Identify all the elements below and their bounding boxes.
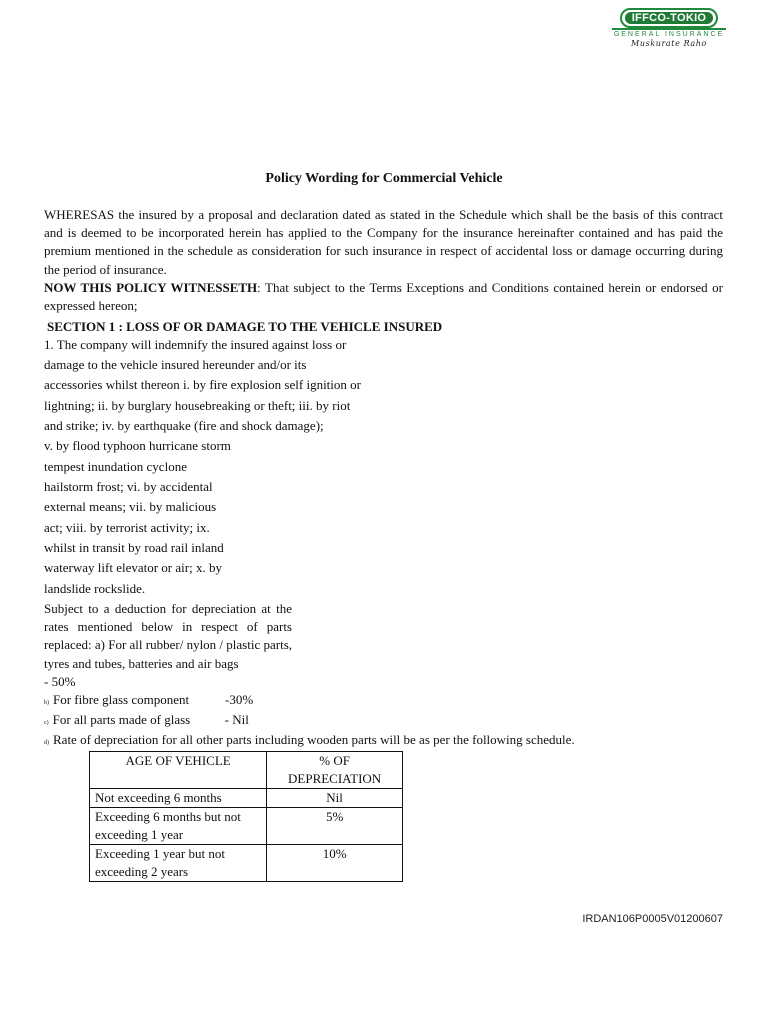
section-line: landslide rockslide. — [44, 581, 146, 596]
section-line: v. by flood typhoon hurricane storm — [44, 438, 231, 453]
intro-paragraph: WHERESAS the insured by a proposal and declaration dated as stated in the Schedule which shall be the basis of this contract and is deemed to be incorporated herein has applied to the Company for the insurance hereinafter contained and has paid the premium mentioned in the schedule as consideration for such insurance in respect of accidental loss or damage occurring during the period of insurance. — [44, 207, 723, 277]
section-heading: SECTION 1 : LOSS OF OR DAMAGE TO THE VEHICLE INSURED — [47, 319, 443, 334]
depreciation-a-rate: - 50% — [44, 674, 76, 689]
depreciation-item — [44, 711, 249, 732]
section-line: damage to the vehicle insured hereunder and/or its — [44, 357, 307, 372]
table-row — [90, 789, 403, 808]
item-text: For all parts made of glass — [52, 712, 191, 727]
section-line: 1. The company will indemnify the insured against loss or — [44, 337, 347, 352]
section-line: hailstorm frost; vi. by accidental — [44, 479, 213, 494]
table-row — [90, 845, 403, 882]
table-cell: Exceeding 1 year but not exceeding 2 years — [90, 845, 267, 882]
logo-name: IFFCO-TOKIO — [625, 12, 713, 24]
table-cell: Not exceeding 6 months — [90, 789, 267, 808]
depreciation-intro: Subject to a deduction for depreciation at the rates mentioned below in respect of parts replaced: a) For all rubber/ nylon / plastic parts, tyres and tubes, batteries and air bags — [44, 601, 293, 671]
table-header: AGE OF VEHICLE — [90, 752, 267, 789]
section-line: tempest inundation cyclone — [44, 459, 187, 474]
logo-tagline: Muskurate Raho — [631, 39, 707, 48]
item-text: Rate of depreciation for all other parts including wooden parts will be as per the following schedule. — [53, 732, 575, 747]
item-marker: c) — [44, 720, 49, 726]
item-rate: - Nil — [224, 712, 249, 727]
table-cell: Nil — [267, 789, 403, 808]
depreciation-item — [44, 731, 575, 752]
witness-paragraph — [44, 279, 723, 315]
item-marker: d) — [44, 740, 49, 746]
iffco-tokio-logo — [612, 6, 726, 56]
logo-badge — [620, 8, 718, 28]
table-header-row — [90, 752, 403, 789]
document-title: Policy Wording for Commercial Vehicle — [265, 171, 503, 186]
table-cell: 5% — [267, 808, 403, 845]
table-row — [90, 808, 403, 845]
item-rate: -30% — [225, 692, 254, 707]
logo-divider — [612, 28, 726, 30]
table-cell: Exceeding 6 months but not exceeding 1 year — [90, 808, 267, 845]
document-code: IRDAN106P0005V01200607 — [582, 913, 723, 925]
logo-subtitle: GENERAL INSURANCE — [613, 31, 725, 38]
depreciation-table — [89, 751, 403, 882]
section-line: lightning; ii. by burglary housebreaking or theft; iii. by riot — [44, 398, 351, 413]
section-line: act; viii. by terrorist activity; ix. — [44, 520, 210, 535]
witness-lead: NOW THIS POLICY WITNESSETH — [44, 280, 258, 295]
table-header: % OF DEPRECIATION — [267, 752, 403, 789]
section-line: external means; vii. by malicious — [44, 499, 217, 514]
section-line: and strike; iv. by earthquake (fire and shock damage); — [44, 418, 324, 433]
depreciation-item — [44, 691, 253, 712]
item-marker: b) — [44, 700, 49, 706]
table-cell: 10% — [267, 845, 403, 882]
witness-text: : That subject to the Terms Exceptions and Conditions contained herein or endorsed or expressed hereon; — [44, 280, 723, 314]
section-line: accessories whilst thereon i. by fire explosion self ignition or — [44, 377, 361, 392]
section-line: waterway lift elevator or air; x. by — [44, 560, 222, 575]
section-line: whilst in transit by road rail inland — [44, 540, 224, 555]
item-text: For fibre glass component — [53, 692, 190, 707]
